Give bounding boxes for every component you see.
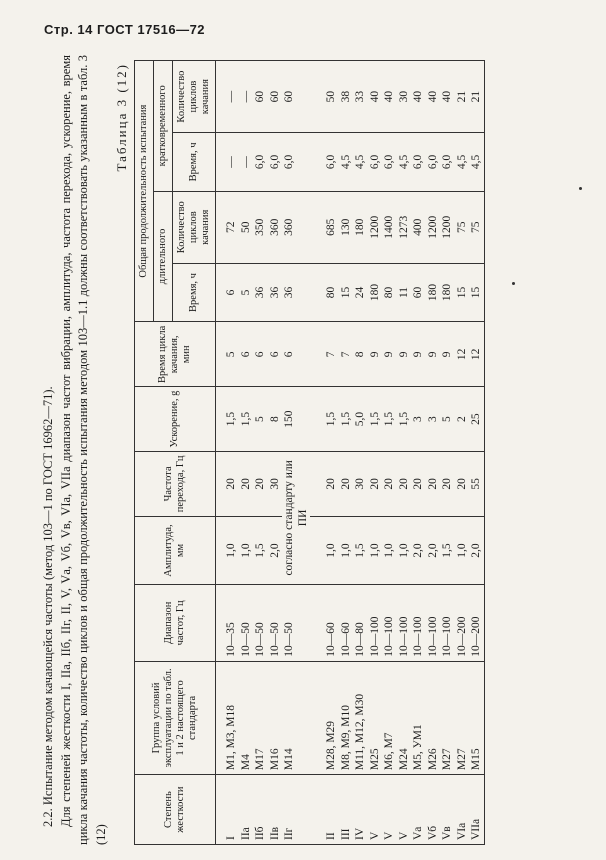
cell-amplitude: 1,0	[324, 517, 339, 585]
cell-group: М25	[368, 661, 383, 774]
table-row	[368, 61, 383, 845]
cell-acceleration: 5	[253, 387, 268, 451]
cell-cycle: 5	[216, 322, 239, 387]
cell-short-time: 4,5	[397, 133, 412, 191]
cell-amplitude: 1,5	[440, 517, 455, 585]
cell-short-cycles: 60	[253, 61, 268, 133]
table-row	[268, 61, 283, 845]
cell-range: 10—50	[239, 585, 254, 662]
test-parameters-table	[134, 60, 485, 845]
cell-short-time: —	[239, 133, 254, 191]
cell-amplitude: 1,0	[382, 517, 397, 585]
cell-transition: 30	[268, 451, 283, 516]
cell-degree: Vа	[411, 775, 426, 845]
cell-long-time: 5	[239, 263, 254, 321]
cell-amplitude: 2,0	[268, 517, 283, 585]
cell-group: М15	[469, 661, 484, 774]
cell-short-cycles: 40	[411, 61, 426, 133]
table-row	[455, 61, 470, 845]
cell-long-cycles: 1200	[426, 191, 441, 263]
cell-degree: VIа	[455, 775, 470, 845]
cell-amplitude: 2,0	[426, 517, 441, 585]
cell-group: М11, М12, М30	[353, 661, 368, 774]
cell-long-cycles: 72	[216, 191, 239, 263]
cell-transition: 20	[239, 451, 254, 516]
cell-short-cycles: 30	[397, 61, 412, 133]
cell-long-time: 6	[216, 263, 239, 321]
cell-range: 10—200	[469, 585, 484, 662]
cell-transition: 20	[339, 451, 354, 516]
table-row	[216, 61, 239, 845]
cell-amplitude: 1,0	[339, 517, 354, 585]
cell-range: 10—100	[426, 585, 441, 662]
cell-cycle: 6	[253, 322, 268, 387]
cell-transition: 20	[411, 451, 426, 516]
cell-short-cycles: 33	[353, 61, 368, 133]
cell-degree: Vб	[426, 775, 441, 845]
section-paragraph	[58, 55, 111, 845]
cell-group: М5, УМ1	[411, 661, 426, 774]
cell-acceleration: 1,5	[397, 387, 412, 451]
col-header-long-cycles: Количество циклов качания	[173, 191, 216, 263]
cell-short-time: 6,0	[324, 133, 339, 191]
cell-group: М28, М29	[324, 661, 339, 774]
table-row	[382, 61, 397, 845]
cell-short-time: 6,0	[368, 133, 383, 191]
cell-acceleration: 5,0	[353, 387, 368, 451]
table-title: Таблица 3 (12)	[114, 63, 129, 172]
cell-group: М4	[239, 661, 254, 774]
cell-long-cycles: 1400	[382, 191, 397, 263]
cell-acceleration: 1,5	[339, 387, 354, 451]
col-header-range: Диапазон частот, Гц	[135, 585, 216, 662]
col-header-long-time: Время, ч	[173, 263, 216, 321]
table-spacer-row	[310, 61, 324, 845]
cell-acceleration: 2	[455, 387, 470, 451]
table-row	[239, 61, 254, 845]
cell-group: М8, М9, М10	[339, 661, 354, 774]
cell-cycle: 9	[397, 322, 412, 387]
cell-short-time: 6,0	[426, 133, 441, 191]
table-row	[253, 61, 268, 845]
cell-short-time: —	[216, 133, 239, 191]
cell-cycle: 9	[411, 322, 426, 387]
paragraph-text: Для степеней жесткости I, IIа, IIб, IIг, II, V, Vа, Vб, Vв, VIа, VIIа диапазон частот вибрации, амплитуда, частота перехода, ускорение, время цикла качания частоты, количество циклов и общая продолжительность испытания методом 103—1.1 должны соответствовать указанным в табл. 3 (12)	[58, 55, 108, 845]
cell-range: 10—50	[268, 585, 283, 662]
cell-range: 10—50	[282, 585, 310, 662]
cell-transition: 20	[324, 451, 339, 516]
cell-cycle: 8	[353, 322, 368, 387]
cell-long-time: 36	[282, 263, 310, 321]
table-row	[469, 61, 484, 845]
cell-short-time: 4,5	[455, 133, 470, 191]
cell-short-cycles: 38	[339, 61, 354, 133]
cell-short-cycles: 50	[324, 61, 339, 133]
cell-acceleration: 150	[282, 387, 310, 451]
cell-cycle: 6	[282, 322, 310, 387]
cell-long-time: 36	[253, 263, 268, 321]
cell-acceleration: 1,5	[324, 387, 339, 451]
cell-range: 10—100	[382, 585, 397, 662]
cell-long-cycles: 1200	[368, 191, 383, 263]
table-row	[282, 61, 310, 845]
cell-range: 10—100	[368, 585, 383, 662]
cell-group: М14	[282, 661, 310, 774]
cell-long-cycles: 130	[339, 191, 354, 263]
table-row	[426, 61, 441, 845]
cell-long-time: 11	[397, 263, 412, 321]
cell-long-cycles: 685	[324, 191, 339, 263]
cell-cycle: 12	[469, 322, 484, 387]
cell-amplitude: 2,0	[469, 517, 484, 585]
cell-cycle: 6	[268, 322, 283, 387]
cell-short-time: 4,5	[339, 133, 354, 191]
cell-short-cycles: 40	[426, 61, 441, 133]
cell-long-cycles: 360	[268, 191, 283, 263]
cell-range: 10—35	[216, 585, 239, 662]
cell-short-time: 6,0	[382, 133, 397, 191]
cell-short-cycles: 21	[469, 61, 484, 133]
cell-long-time: 36	[268, 263, 283, 321]
cell-long-time: 15	[469, 263, 484, 321]
col-header-degree: Степень жесткости	[135, 775, 216, 845]
cell-transition: 20	[382, 451, 397, 516]
cell-cycle: 9	[426, 322, 441, 387]
cell-long-cycles: 1200	[440, 191, 455, 263]
cell-cycle: 12	[455, 322, 470, 387]
cell-group: М27	[440, 661, 455, 774]
cell-degree: V	[382, 775, 397, 845]
cell-degree: III	[339, 775, 354, 845]
cell-long-time: 180	[368, 263, 383, 321]
table-row	[324, 61, 339, 845]
cell-group: М27	[455, 661, 470, 774]
cell-short-cycles: 40	[368, 61, 383, 133]
cell-cycle: 7	[339, 322, 354, 387]
cell-group: М16	[268, 661, 283, 774]
table-row	[397, 61, 412, 845]
cell-range: 10—50	[253, 585, 268, 662]
cell-long-time: 80	[324, 263, 339, 321]
cell-range: 10—60	[339, 585, 354, 662]
cell-amplitude: 1,5	[253, 517, 268, 585]
cell-degree: IIв	[268, 775, 283, 845]
cell-acceleration: 1,5	[239, 387, 254, 451]
col-header-short: кратковременного	[154, 61, 173, 192]
cell-short-cycles: 40	[440, 61, 455, 133]
cell-amplitude: 1,0	[397, 517, 412, 585]
cell-short-cycles: 60	[268, 61, 283, 133]
cell-long-cycles: 75	[469, 191, 484, 263]
cell-degree: I	[216, 775, 239, 845]
cell-range: 10—80	[353, 585, 368, 662]
cell-long-time: 60	[411, 263, 426, 321]
cell-transition: 20	[368, 451, 383, 516]
cell-cycle: 9	[368, 322, 383, 387]
cell-long-time: 80	[382, 263, 397, 321]
cell-short-cycles: 40	[382, 61, 397, 133]
cell-note-standard: согласно стандарту или ПИ	[282, 451, 310, 584]
cell-range: 10—100	[440, 585, 455, 662]
col-header-total: Общая продолжительность испытания	[135, 61, 154, 322]
col-header-short-time: Время, ч	[173, 133, 216, 191]
cell-long-time: 15	[455, 263, 470, 321]
cell-transition: 30	[353, 451, 368, 516]
cell-amplitude: 1,5	[353, 517, 368, 585]
cell-group: М26	[426, 661, 441, 774]
cell-degree: IIа	[239, 775, 254, 845]
col-header-cycle: Время цикла качания, мин	[135, 322, 216, 387]
cell-acceleration: 3	[426, 387, 441, 451]
table-row	[440, 61, 455, 845]
cell-degree: IIб	[253, 775, 268, 845]
cell-range: 10—60	[324, 585, 339, 662]
cell-transition: 55	[469, 451, 484, 516]
cell-short-time: 6,0	[282, 133, 310, 191]
cell-degree: II	[324, 775, 339, 845]
section-heading: 2.2. Испытание методом качающейся частоты (метод 103—1 по ГОСТ 16962—71).	[41, 386, 55, 827]
cell-short-time: 6,0	[411, 133, 426, 191]
cell-acceleration: 1,5	[216, 387, 239, 451]
col-header-acceleration: Ускорение, g	[135, 387, 216, 451]
col-header-amplitude: Амплитуда, мм	[135, 517, 216, 585]
cell-acceleration: 1,5	[382, 387, 397, 451]
cell-range: 10—200	[455, 585, 470, 662]
col-header-group: Группа условий эксплуатации по табл. 1 и 2 настоящего стандарта	[135, 661, 216, 774]
cell-transition: 20	[253, 451, 268, 516]
cell-short-time: 4,5	[469, 133, 484, 191]
cell-cycle: 9	[440, 322, 455, 387]
cell-short-cycles: 21	[455, 61, 470, 133]
cell-acceleration: 1,5	[368, 387, 383, 451]
cell-long-cycles: 350	[253, 191, 268, 263]
cell-degree: V	[368, 775, 383, 845]
cell-long-cycles: 400	[411, 191, 426, 263]
cell-amplitude: 1,0	[239, 517, 254, 585]
cell-long-cycles: 360	[282, 191, 310, 263]
cell-long-time: 24	[353, 263, 368, 321]
table-row	[339, 61, 354, 845]
cell-long-cycles: 75	[455, 191, 470, 263]
cell-transition: 20	[455, 451, 470, 516]
table-row	[411, 61, 426, 845]
cell-transition: 20	[426, 451, 441, 516]
cell-amplitude: 1,0	[455, 517, 470, 585]
col-header-transition: Частота перехода, Гц	[135, 451, 216, 516]
cell-degree: IV	[353, 775, 368, 845]
cell-amplitude: 1,0	[216, 517, 239, 585]
cell-group: М1, М3, М18	[216, 661, 239, 774]
cell-cycle: 9	[382, 322, 397, 387]
cell-acceleration: 25	[469, 387, 484, 451]
table-row	[353, 61, 368, 845]
cell-range: 10—100	[411, 585, 426, 662]
cell-short-time: 4,5	[353, 133, 368, 191]
cell-amplitude: 1,0	[368, 517, 383, 585]
cell-group: М24	[397, 661, 412, 774]
page-header: Стр. 14 ГОСТ 17516—72	[44, 22, 206, 37]
cell-short-time: 6,0	[268, 133, 283, 191]
cell-acceleration: 3	[411, 387, 426, 451]
cell-degree: V	[397, 775, 412, 845]
cell-degree: Vв	[440, 775, 455, 845]
cell-cycle: 7	[324, 322, 339, 387]
cell-long-time: 180	[440, 263, 455, 321]
cell-transition: 20	[397, 451, 412, 516]
cell-long-cycles: 1273	[397, 191, 412, 263]
cell-degree: VIIа	[469, 775, 484, 845]
cell-long-cycles: 50	[239, 191, 254, 263]
cell-degree: IIг	[282, 775, 310, 845]
cell-long-time: 15	[339, 263, 354, 321]
col-header-long: длительного	[154, 191, 173, 322]
cell-acceleration: 5	[440, 387, 455, 451]
cell-group: М6, М7	[382, 661, 397, 774]
cell-range: 10—100	[397, 585, 412, 662]
cell-transition: 20	[216, 451, 239, 516]
cell-long-time: 180	[426, 263, 441, 321]
col-header-short-cycles: Количество циклов качания	[173, 61, 216, 133]
rotated-content	[40, 55, 580, 845]
cell-group: М17	[253, 661, 268, 774]
cell-short-cycles: —	[239, 61, 254, 133]
cell-transition: 20	[440, 451, 455, 516]
cell-short-cycles: —	[216, 61, 239, 133]
cell-long-cycles: 180	[353, 191, 368, 263]
cell-amplitude: 2,0	[411, 517, 426, 585]
cell-short-time: 6,0	[253, 133, 268, 191]
cell-short-time: 6,0	[440, 133, 455, 191]
cell-acceleration: 8	[268, 387, 283, 451]
cell-short-cycles: 60	[282, 61, 310, 133]
cell-cycle: 6	[239, 322, 254, 387]
